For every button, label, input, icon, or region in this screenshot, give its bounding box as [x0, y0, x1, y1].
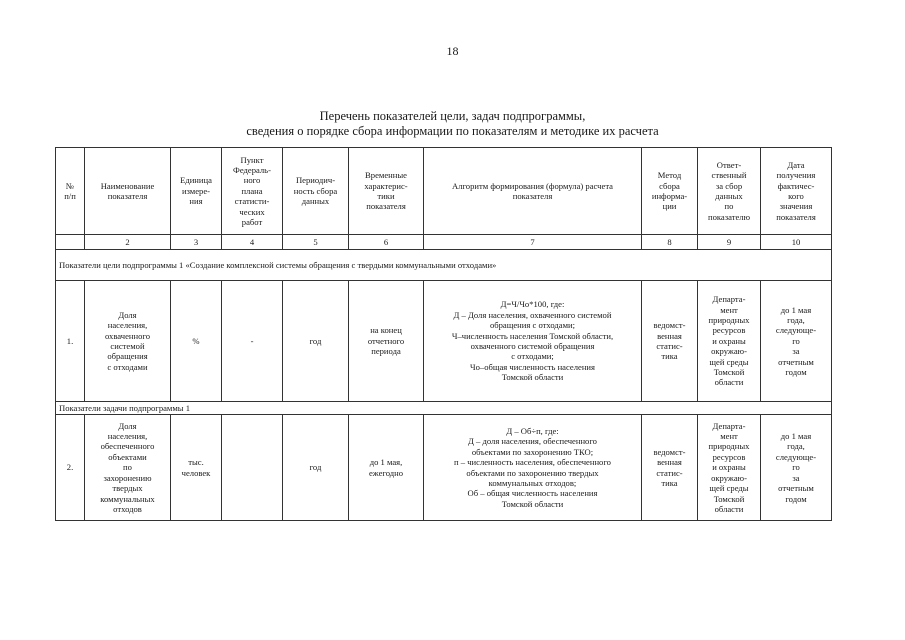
table-row — [56, 415, 832, 521]
column-number-cell: 7 — [424, 235, 642, 250]
header-fed-plan: Пункт Федераль- ного плана статисти- ческих работ — [222, 148, 283, 235]
periodicity-value: год — [283, 415, 349, 521]
method-value: ведомст- венная статис- тика — [642, 415, 698, 521]
header-time-char: Временные характерис- тики показателя — [349, 148, 424, 235]
column-number-cell: 6 — [349, 235, 424, 250]
time-char-value: на конец отчетного периода — [349, 281, 424, 402]
column-number-cell: 5 — [283, 235, 349, 250]
header-number: № п/п — [56, 148, 85, 235]
column-number-cell: 4 — [222, 235, 283, 250]
time-char-value: до 1 мая, ежегодно — [349, 415, 424, 521]
title-line-1: Перечень показателей цели, задач подпрограммы, — [319, 109, 586, 123]
algorithm-value: Д – Об÷п, где: Д – доля населения, обеспеченного объектами по захоронению ТКО; п – численность населения, обеспеченного объектами по захоронению твердых коммунальных отходов; Об – общая численность населения Томской области — [424, 415, 642, 521]
page-number: 18 — [446, 44, 459, 58]
column-number-cell — [56, 235, 85, 250]
row-number: 2. — [56, 415, 85, 521]
fed-plan-value: - — [222, 281, 283, 402]
column-numbers-row — [56, 235, 832, 250]
header-unit: Единица измере- ния — [171, 148, 222, 235]
date-value: до 1 мая года, следующе- го за отчетным годом — [761, 281, 832, 402]
fed-plan-value — [222, 415, 283, 521]
method-value: ведомст- венная статис- тика — [642, 281, 698, 402]
header-algorithm: Алгоритм формирования (формула) расчета показателя — [424, 148, 642, 235]
header-date: Дата получения фактичес- кого значения показателя — [761, 148, 832, 235]
header-responsible: Ответ- ственный за сбор данных по показателю — [698, 148, 761, 235]
responsible-value: Департа- мент природных ресурсов и охраны окружаю- щей среды Томской области — [698, 281, 761, 402]
periodicity-value: год — [283, 281, 349, 402]
date-value: до 1 мая года, следующе- го за отчетным годом — [761, 415, 832, 521]
indicators-table — [55, 147, 832, 521]
section-tasks-label: Показатели задачи подпрограммы 1 — [56, 402, 832, 415]
indicator-name: Доля населения, обеспеченного объектами по захоронению твердых коммунальных отходов — [85, 415, 171, 521]
column-number-cell: 10 — [761, 235, 832, 250]
header-periodicity: Периодич- ность сбора данных — [283, 148, 349, 235]
column-number-cell: 8 — [642, 235, 698, 250]
section-goal-row — [56, 250, 832, 281]
header-method: Метод сбора информа- ции — [642, 148, 698, 235]
column-number-cell: 9 — [698, 235, 761, 250]
section-goal-label: Показатели цели подпрограммы 1 «Создание комплексной системы обращения с твердыми коммунальными отходами» — [56, 250, 832, 281]
section-tasks-row — [56, 402, 832, 415]
algorithm-value: Д=Ч/Чо*100, где: Д – Доля населения, охваченного системой обращения с отходами; Ч–численность населения Томской области, охваченного системой обращения с отходами; Чо–общая численность населения Томской области — [424, 281, 642, 402]
responsible-value: Департа- мент природных ресурсов и охраны окружаю- щей среды Томской области — [698, 415, 761, 521]
header-row — [56, 148, 832, 235]
indicator-name: Доля населения, охваченного системой обращения с отходами — [85, 281, 171, 402]
row-number: 1. — [56, 281, 85, 402]
header-name: Наименование показателя — [85, 148, 171, 235]
table-row — [56, 281, 832, 402]
unit-value: тыс. человек — [171, 415, 222, 521]
document-title — [0, 109, 905, 139]
title-line-2: сведения о порядке сбора информации по показателям и методике их расчета — [246, 124, 659, 138]
column-number-cell: 3 — [171, 235, 222, 250]
column-number-cell: 2 — [85, 235, 171, 250]
unit-value: % — [171, 281, 222, 402]
